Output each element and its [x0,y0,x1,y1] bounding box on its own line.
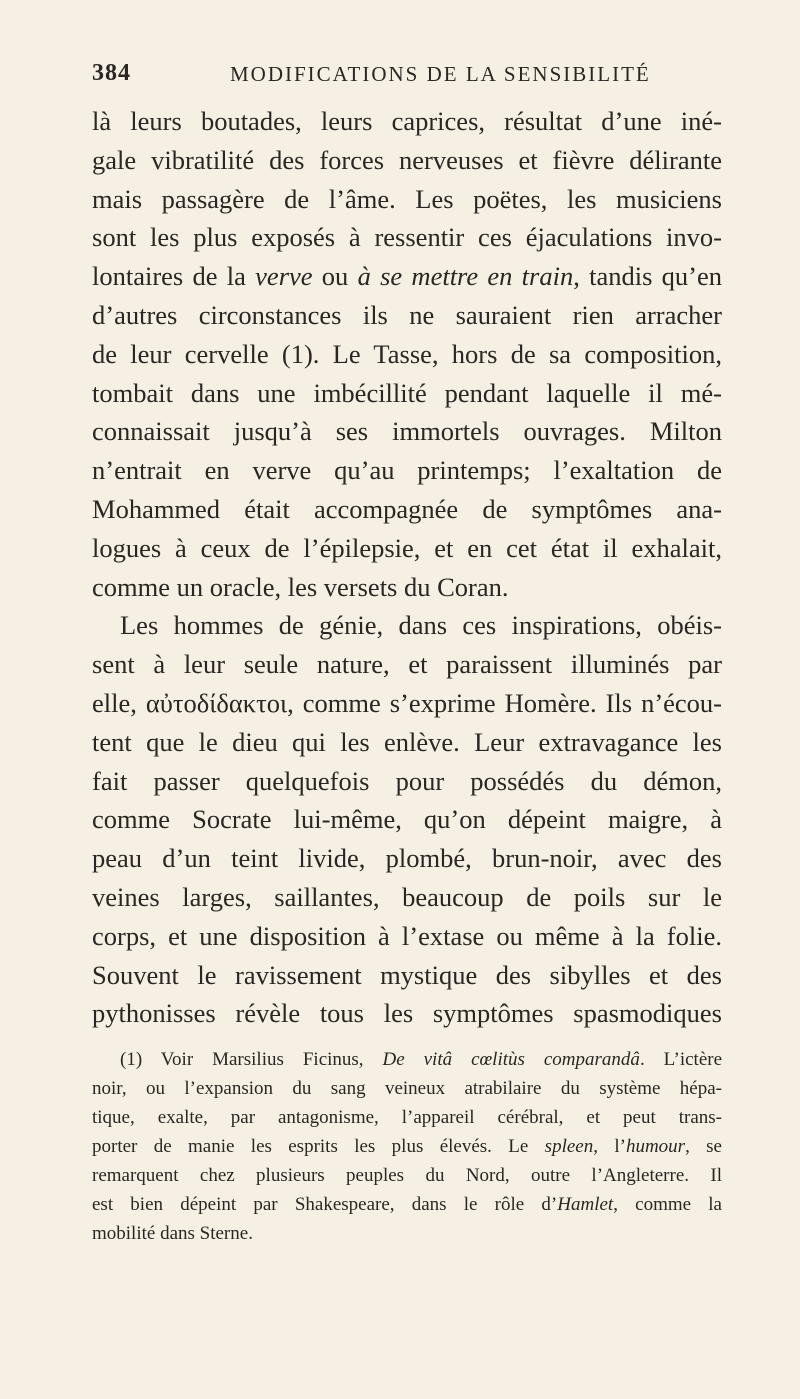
footnote-line: mobilité dans Sterne. [92,1223,253,1244]
page-number: 384 [92,60,131,86]
body-line: lontaires de la verve ou à se mettre en train, tandis qu’en [92,261,723,292]
running-title: MODIFICATIONS DE LA SENSIBILITÉ [230,62,651,86]
paragraph-start-line: Les hommes de génie, dans ces inspirations, obéis- [120,610,722,641]
body-line: tombait dans une imbécillité pendant laquelle il mé- [92,377,722,408]
body-line: là leurs boutades, leurs caprices, résultat d’une iné- [92,106,722,136]
body-line: corps, et une disposition à l’extase ou même à la folie. [92,920,722,951]
page-header [92,60,722,96]
footnote-line: tique, exalte, par antagonisme, l’appareil cérébral, et peut trans- [92,1107,722,1128]
footnote-line: est bien dépeint par Shakespeare, dans le rôle d’Hamlet, comme la [92,1194,722,1215]
body-line: sont les plus exposés à ressentir ces éjaculations invo- [92,222,722,253]
body-line: peau d’un teint livide, plombé, brun-noir, avec des [92,843,722,874]
body-line: sent à leur seule nature, et paraissent illuminés par [92,649,722,680]
body-line: Mohammed était accompagnée de symptômes ana- [92,493,722,524]
body-line: d’autres circonstances ils ne sauraient rien arracher [92,299,722,330]
body-line: Souvent le ravissement mystique des sibylles et des [92,959,722,990]
body-line: fait passer quelquefois pour possédés du démon, [92,765,722,796]
body-line: tent que le dieu qui les enlève. Leur extravagance les [92,726,722,757]
footnote-line: (1) Voir Marsilius Ficinus, De vitâ cœlitùs comparandâ. L’ictère [120,1049,723,1070]
body-line: gale vibratilité des forces nerveuses et fièvre délirante [92,144,722,175]
footnotes [92,1045,722,1248]
footnote-line: remarquent chez plusieurs peuples du Nord, outre l’Angleterre. Il [92,1165,722,1186]
footnote-line: noir, ou l’expansion du sang veineux atrabilaire du système hépa- [92,1078,722,1099]
body-line: mais passagère de l’âme. Les poëtes, les musiciens [92,183,722,214]
body-line: logues à ceux de l’épilepsie, et en cet état il exhalait, [92,532,722,563]
body-line: n’entrait en verve qu’au printemps; l’exaltation de [92,455,722,486]
body-text [92,102,722,1033]
body-line: connaissait jusqu’à ses immortels ouvrages. Milton [92,416,722,447]
body-line: pythonisses révèle tous les symptômes spasmodiques [92,998,722,1029]
footnote-line: porter de manie les esprits les plus élevés. Le spleen, l’humour, se [92,1136,722,1157]
paragraph-end-line: comme un oracle, les versets du Coran. [92,571,509,602]
body-line: veines larges, saillantes, beaucoup de poils sur le [92,881,722,912]
body-line: comme Socrate lui-même, qu’on dépeint maigre, à [92,804,722,835]
body-line: de leur cervelle (1). Le Tasse, hors de sa composition, [92,338,722,369]
body-line: elle, αὐτοδίδακτοι, comme s’exprime Homère. Ils n’écou- [92,687,722,718]
